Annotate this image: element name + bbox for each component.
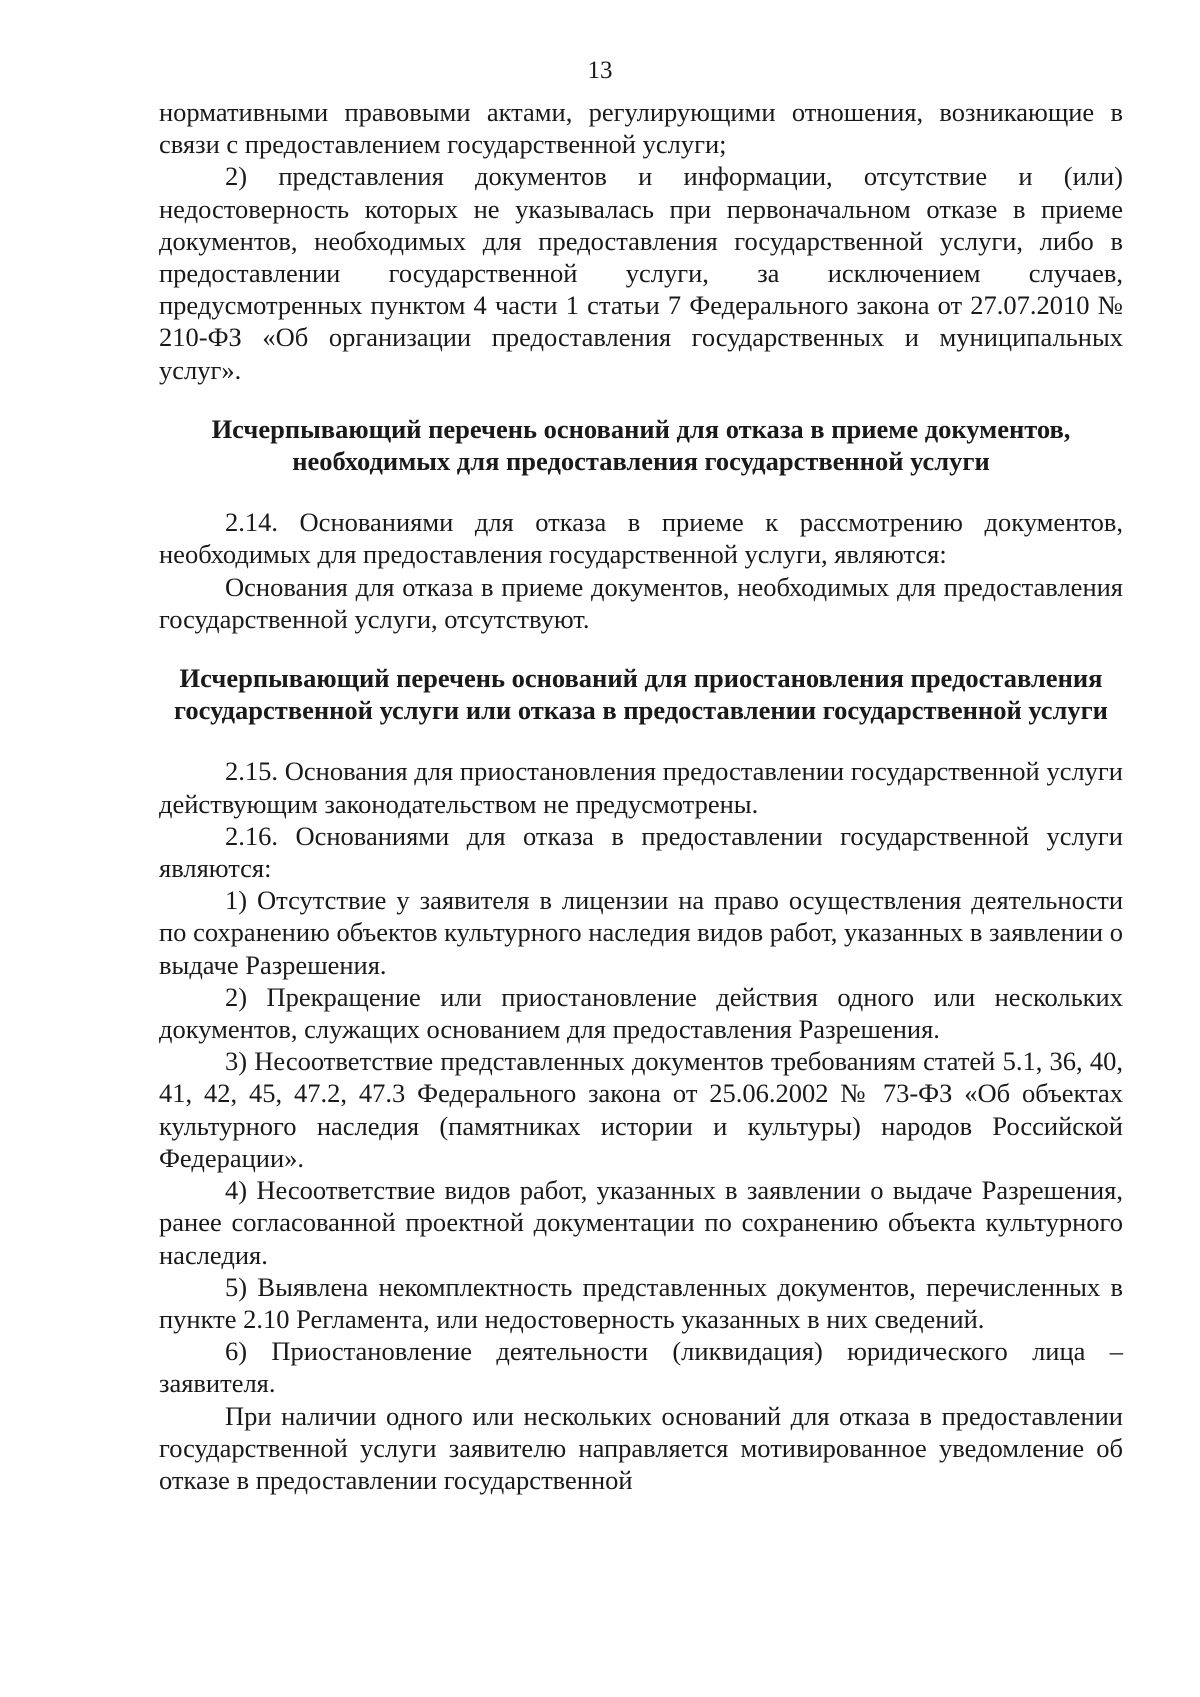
- list-item-1: 1) Отсутствие у заявителя в лицензии на право осуществления деятельности по сохранению объектов культурного наследия видов работ, указанных в заявлении о выдаче Разрешения.: [159, 885, 1123, 980]
- list-item-5: 5) Выявлена некомплектность представленных документов, перечисленных в пункте 2.10 Регламента, или недостоверность указанных в них сведений.: [159, 1271, 1123, 1334]
- list-item-6: 6) Приостановление деятельности (ликвидация) юридического лица – заявителя.: [159, 1336, 1123, 1399]
- section-heading-refusal-acceptance: Исчерпывающий перечень оснований для отказа в приеме документов, необходимых для предоставления государственной услуги: [211, 413, 1071, 477]
- section-heading-suspension-refusal: Исчерпывающий перечень оснований для приостановления предоставления государственной услуги или отказа в предоставлении государственной услуги: [174, 663, 1108, 726]
- paragraph-2-14: 2.14. Основаниями для отказа в приеме к рассмотрению документов, необходимых для предоставления государственной услуги, являются:: [159, 507, 1123, 570]
- paragraph-2-15: 2.15. Основания для приостановления предоставлении государственной услуги действующим законодательством не предусмотрены.: [159, 756, 1123, 819]
- list-item-4: 4) Несоответствие видов работ, указанных в заявлении о выдаче Разрешения, ранее согласованной проектной документации по сохранению объекта культурного наследия.: [159, 1175, 1123, 1270]
- paragraph-no-grounds: Основания для отказа в приеме документов, необходимых для предоставления государственной услуги, отсутствуют.: [159, 571, 1123, 634]
- paragraph-continuation: нормативными правовыми актами, регулирующими отношения, возникающие в связи с предоставлением государственной услуги;: [159, 97, 1123, 160]
- paragraph-2-16: 2.16. Основаниями для отказа в предоставлении государственной услуги являются:: [159, 820, 1123, 884]
- list-item-3: 3) Несоответствие представленных документов требованиям статей 5.1, 36, 40, 41, 42, 45, 47.2, 47.3 Федерального закона от 25.06.2002 № 73-ФЗ «Об объектах культурного наследия (памятниках истории и культуры) народов Российской Федерации».: [159, 1046, 1123, 1173]
- paragraph-item-2: 2) представления документов и информации, отсутствие и (или) недостоверность которых не указывалась при первоначальном отказе в приеме документов, необходимых для предоставления государственной услуги, либо в предоставлении государственной услуги, за исключением случаев, предусмотренных пунктом 4 части 1 статьи 7 Федерального закона от 27.07.2010 № 210-ФЗ «Об организации предоставления государственных и муниципальных услуг».: [159, 161, 1123, 385]
- page-number: 13: [587, 57, 613, 84]
- list-item-2: 2) Прекращение или приостановление действия одного или нескольких документов, служащих основанием для предоставления Разрешения.: [159, 981, 1123, 1045]
- document-body: [159, 96, 1123, 1496]
- paragraph-notice: При наличии одного или нескольких оснований для отказа в предоставлении государственной услуги заявителю направляется мотивированное уведомление об отказе в предоставлении государственной: [159, 1400, 1123, 1495]
